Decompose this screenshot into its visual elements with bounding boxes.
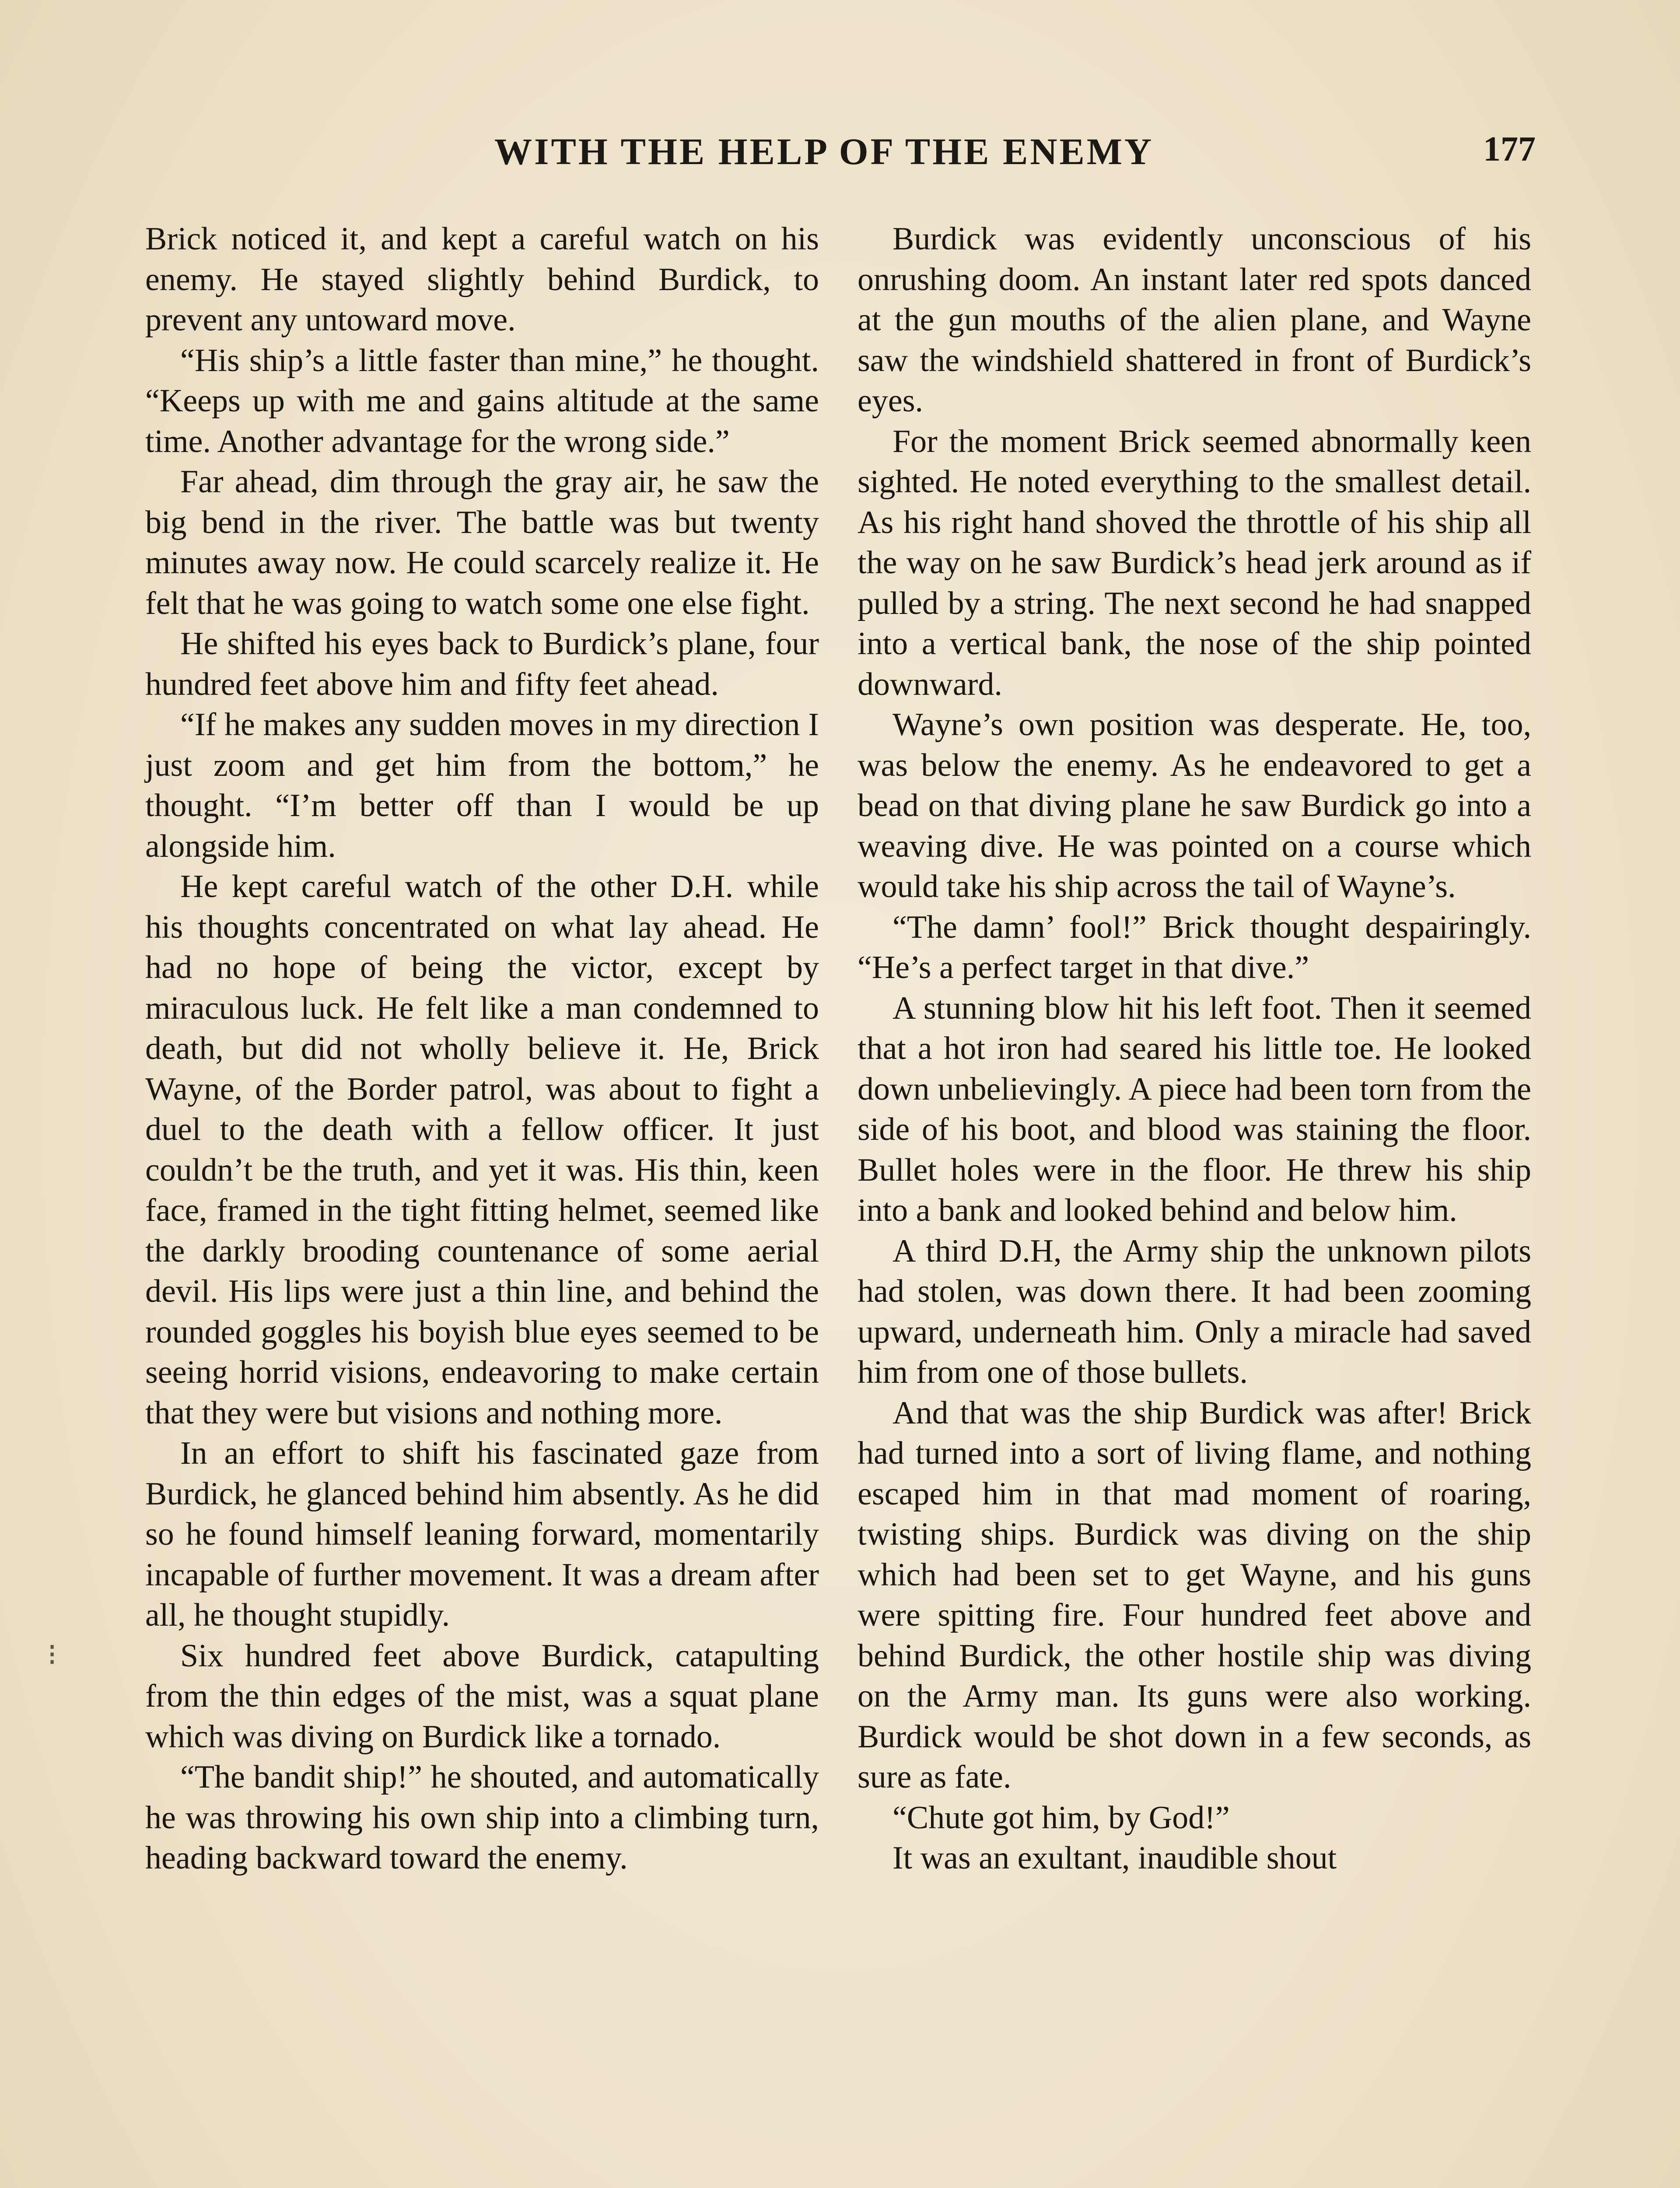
- paragraph: In an effort to shift his fascinated gaze from Burdick, he glanced behind him absently. As he did so he found himself leaning forward, momentarily incapable of further movement. It was a dream after all, he thought stupidly.: [145, 1435, 819, 1633]
- left-column: [145, 219, 819, 1879]
- right-column: [858, 219, 1531, 1879]
- paragraph: He kept careful watch of the other D.H. while his thoughts concentrated on what lay ahead. He had no hope of being the victor, except by miraculous luck. He felt like a man condemned to death, but did not wholly believe it. He, Brick Wayne, of the Border patrol, was about to fight a duel to the death with a fellow officer. It just couldn’t be the truth, and yet it was. His thin, keen face, framed in the tight fitting helmet, seemed like the darkly brooding countenance of some aerial devil. His lips were just a thin line, and behind the rounded goggles his boyish blue eyes seemed to be seeing horrid visions, endeavoring to make certain that they were but visions and nothing more.: [145, 869, 819, 1431]
- paragraph: A stunning blow hit his left foot. Then it seemed that a hot iron had seared his little toe. He looked down unbelievingly. A piece had been torn from the side of his boot, and blood was staining the floor. Bullet holes were in the floor. He threw his ship into a bank and looked behind and below him.: [858, 990, 1531, 1228]
- paragraph: “The bandit ship!” he shouted, and automatically he was throwing his own ship into a climbing turn, heading backward toward the enemy.: [145, 1759, 819, 1876]
- paragraph: “If he makes any sudden moves in my direction I just zoom and get him from the bottom,” he thought. “I’m better off than I would be up alongside him.: [145, 707, 819, 864]
- paragraph: Burdick was evidently unconscious of his onrushing doom. An instant later red spots danced at the gun mouths of the alien plane, and Wayne saw the windshield shattered in front of Burdick’s eyes.: [858, 221, 1531, 419]
- margin-pencil-mark: ⁝: [47, 1638, 57, 1672]
- running-head: [0, 130, 1680, 182]
- paragraph: And that was the ship Burdick was after! Brick had turned into a sort of living flame, and nothing escaped him in that mad moment of roaring, twisting ships. Burdick was diving on the ship which had been set to get Wayne, and his guns were spitting fire. Four hundred feet above and behind Burdick, the other hostile ship was diving on the Army man. Its guns were also working. Burdick would be shot down in a few seconds, as sure as fate.: [858, 1395, 1531, 1795]
- chapter-title: WITH THE HELP OF THE ENEMY: [494, 130, 1154, 172]
- paragraph: For the moment Brick seemed abnormally keen sighted. He noted everything to the smallest detail. As his right hand shoved the throttle of his ship all the way on he saw Burdick’s head jerk around as if pulled by a string. The next second he had snapped into a vertical bank, the nose of the ship pointed downward.: [858, 423, 1531, 702]
- paragraph: Six hundred feet above Burdick, catapulting from the thin edges of the mist, was a squat plane which was diving on Burdick like a tornado.: [145, 1637, 819, 1755]
- paragraph: A third D.H, the Army ship the unknown pilots had stolen, was down there. It had been zooming upward, underneath him. Only a miracle had saved him from one of those bullets.: [858, 1233, 1531, 1390]
- paragraph: Brick noticed it, and kept a careful watch on his enemy. He stayed slightly behind Burdick, to prevent any untoward move.: [145, 221, 819, 338]
- paragraph: Far ahead, dim through the gray air, he saw the big bend in the river. The battle was but twenty minutes away now. He could scarcely realize it. He felt that he was going to watch some one else fight.: [145, 464, 819, 621]
- paragraph: “The damn’ fool!” Brick thought despairingly. “He’s a perfect target in that dive.”: [858, 909, 1531, 985]
- paragraph: “His ship’s a little faster than mine,” he thought. “Keeps up with me and gains altitude at the same time. Another advantage for the wrong side.”: [145, 342, 819, 459]
- paragraph: “Chute got him, by God!”: [892, 1799, 1230, 1836]
- paragraph: It was an exultant, inaudible shout: [892, 1840, 1337, 1876]
- paragraph: He shifted his eyes back to Burdick’s plane, four hundred feet above him and fifty feet ahead.: [145, 626, 819, 702]
- page-number: 177: [1483, 130, 1536, 168]
- paragraph: Wayne’s own position was desperate. He, too, was below the enemy. As he endeavored to get a bead on that diving plane he saw Burdick go into a weaving dive. He was pointed on a course which would take his ship across the tail of Wayne’s.: [858, 707, 1531, 905]
